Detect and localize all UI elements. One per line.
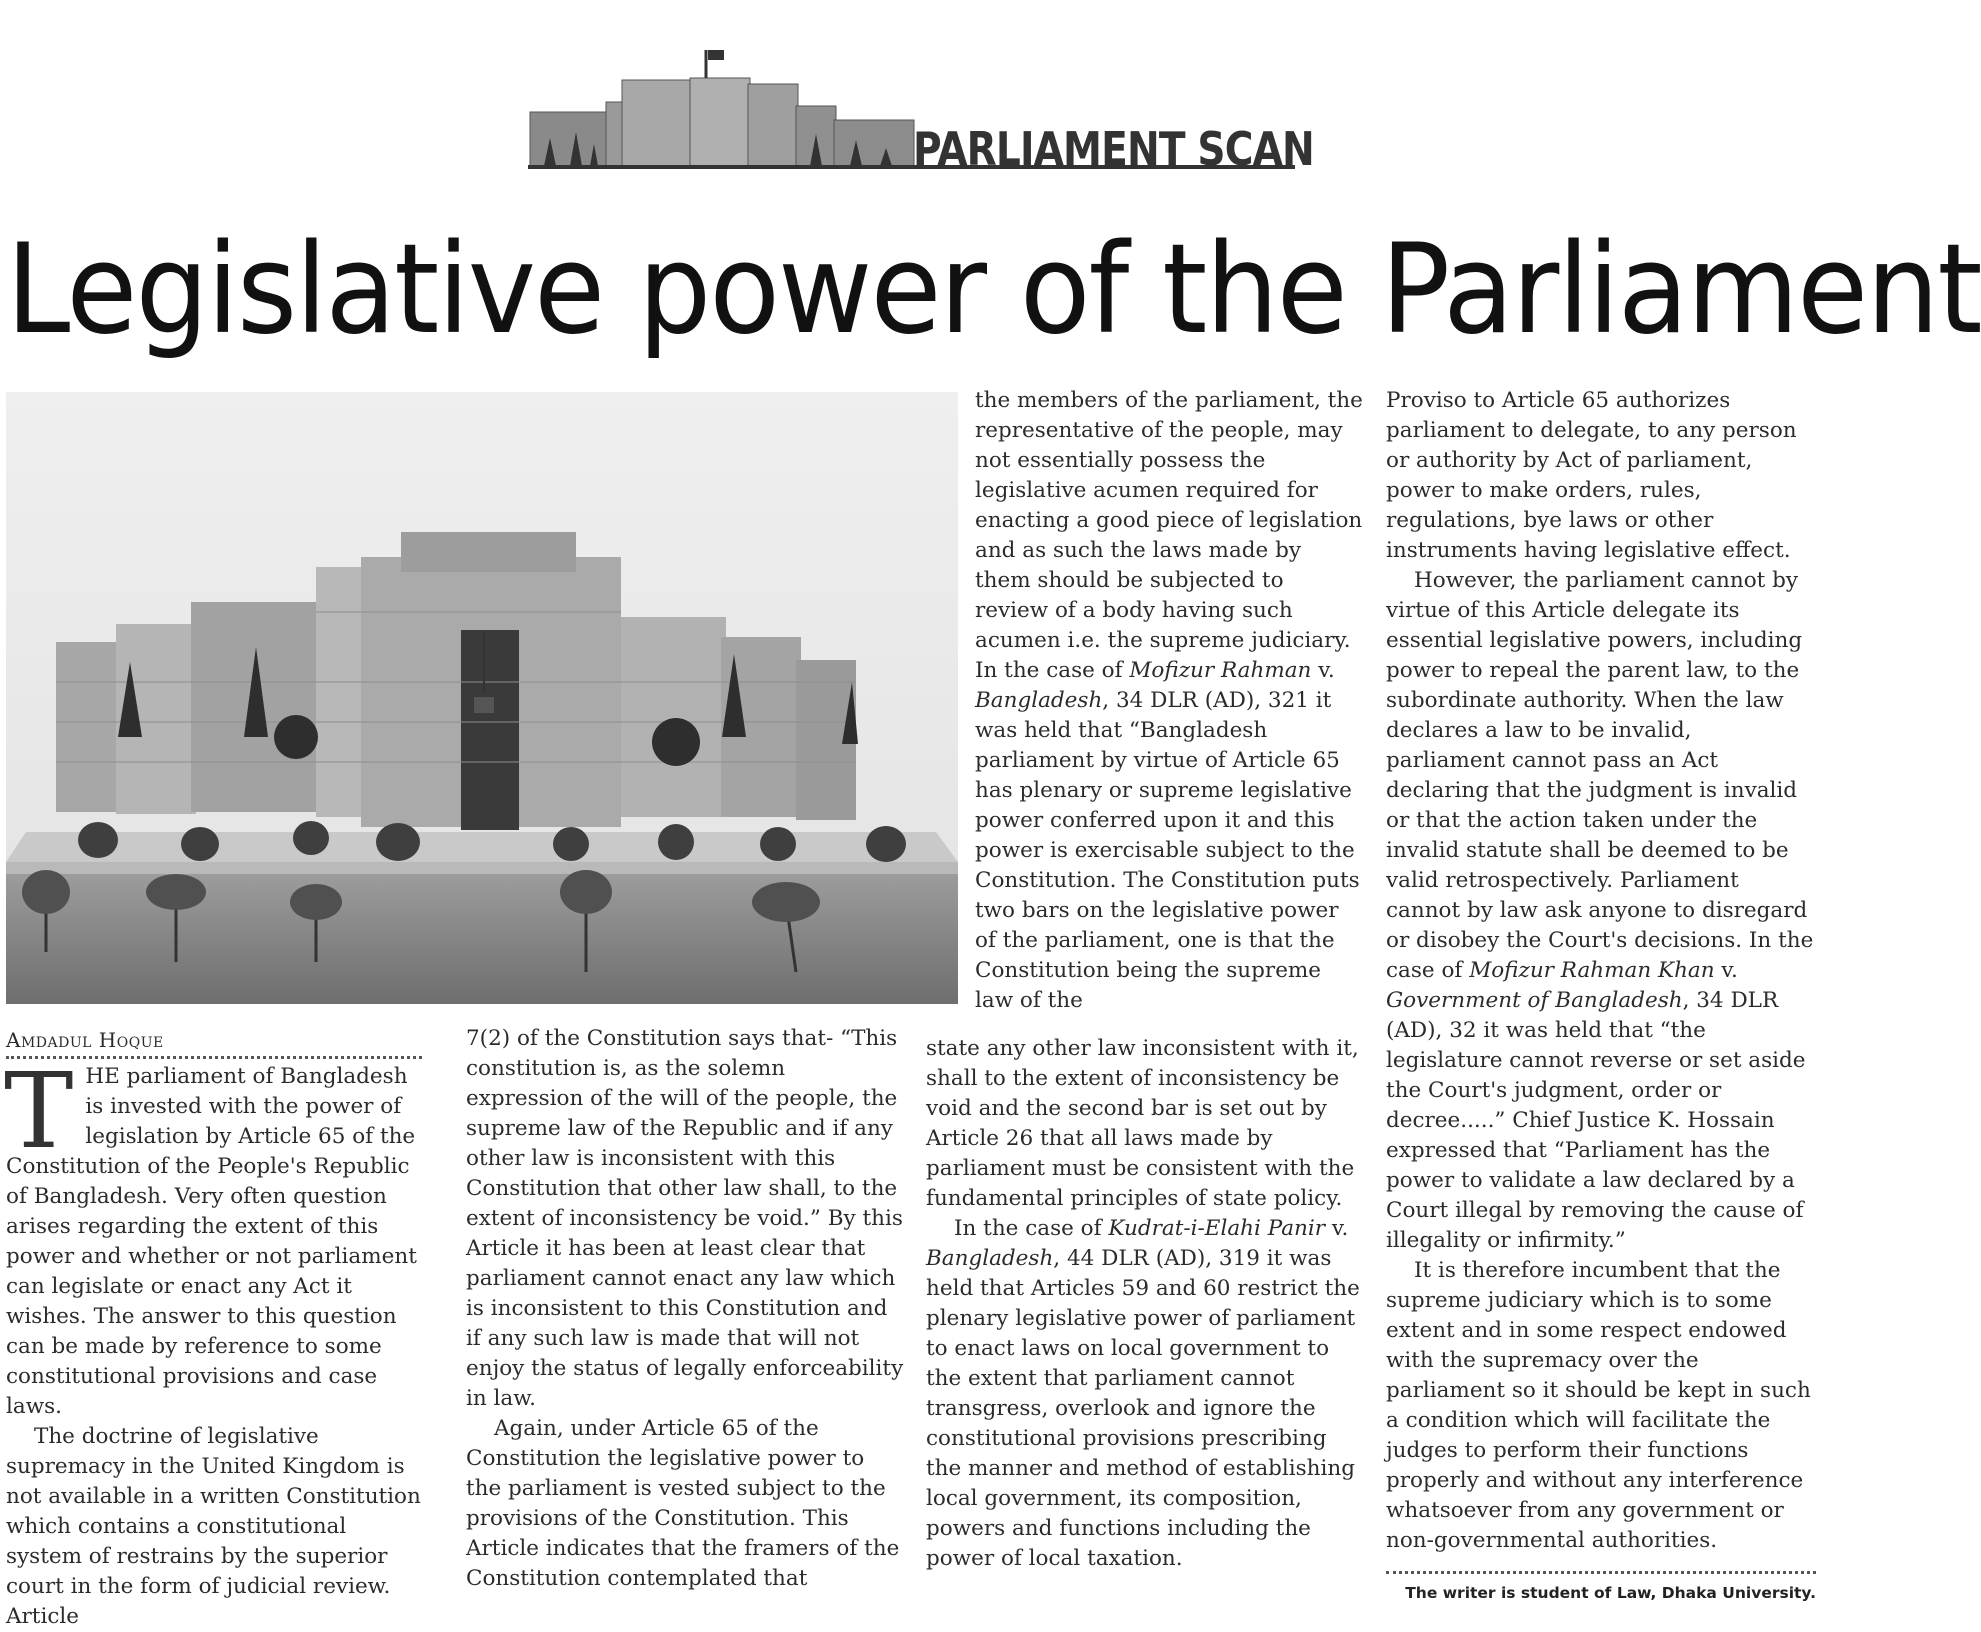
byline: Amdadul Hoque — [6, 1028, 422, 1059]
paragraph: It is therefore incumbent that the supreme judiciary which is to some extent and in some respect endowed with the supremacy over the parliament so it should be kept in such a condition which will facilitate the judges to perform their functions properly and without any interference whatsoever from any government or non-governmental authorities. — [1386, 1258, 1811, 1553]
column-3-lower — [926, 1034, 1362, 1574]
section-label: PARLIAMENT SCAN — [913, 122, 1314, 176]
paragraph — [4, 1050, 426, 1422]
writer-note: The writer is student of Law, Dhaka University. — [1405, 1584, 1816, 1602]
paragraph: Again, under Article 65 of the Constitution the legislative power to the parliament is vested subject to the provisions of the Constitution. This Article indicates that the framers of the Constitution contemplated that — [466, 1416, 900, 1591]
paragraph: state any other law inconsistent with it, shall to the extent of inconsistency be void and the second bar is set out by Article 26 that all laws made by parliament must be consistent with the fundamental principles of state policy. — [926, 1036, 1359, 1211]
paragraph-text: HE parliament of Bangladesh is invested with the power of legislation by Article 65 of the Constitution of the People's Republic of Bangladesh. Very often question arises regarding the extent of this power and whether or not parliament can legislate or enact any Act it wishes. The answer to this question can be made by reference to some constitutional provisions and case laws. — [6, 1064, 417, 1419]
column-4 — [1386, 386, 1816, 1556]
paragraph: In the case of Kudrat-i-Elahi Panir v. Bangladesh, 44 DLR (AD), 319 it was held that Articles 59 and 60 restrict the plenary legislative power of parliament to enact laws on local government to the extent that parliament cannot transgress, overlook and ignore the constitutional provisions prescribing the manner and method of establishing local government, its composition, powers and functions including the power of local taxation. — [926, 1216, 1360, 1571]
column-2 — [466, 1024, 904, 1594]
paragraph: Proviso to Article 65 authorizes parliament to delegate, to any person or authority by Act of parliament, power to make orders, rules, regulations, bye laws or other instruments having legislative effect. — [1386, 388, 1797, 563]
paragraph: However, the parliament cannot by virtue of this Article delegate its essential legislative powers, including power to repeal the parent law, to the subordinate authority. When the law declares a law to be invalid, parliament cannot pass an Act declaring that the judgment is invalid or that the action taken under the invalid statute shall be deemed to be valid retrospectively. Parliament cannot by law ask anyone to disregard or disobey the Court's decisions. In the case of Mofizur Rahman Khan v. Government of Bangladesh, 34 DLR (AD), 32 it was held that “the legislature cannot reverse or set aside the Court's judgment, order or decree.....” Chief Justice K. Hossain expressed that “Parliament has the power to validate a law declared by a Court illegal by removing the cause of illegality or infirmity.” — [1386, 568, 1814, 1253]
paragraph: 7(2) of the Constitution says that- “This constitution is, as the solemn expression of the will of the people, the supreme law of the Republic and if any other law is inconsistent with this Constitution that other law shall, to the extent of inconsistency be void.” By this Article it has been at least clear that parliament cannot enact any law which is inconsistent to this Constitution and if any such law is made that will not enjoy the status of legally enforceability in law. — [466, 1026, 904, 1411]
footer-divider — [1386, 1571, 1816, 1574]
article-headline: Legislative power of the Parliament — [6, 218, 1981, 362]
paragraph: the members of the parliament, the representative of the people, may not essentially possess the legislative acumen required for enacting a good piece of legislation and as such the laws made by them should be subjected to review of a body having such acumen i.e. the supreme judiciary. In the case of Mofizur Rahman v. Bangladesh, 34 DLR (AD), 321 it was held that “Bangladesh parliament by virtue of Article 65 has plenary or supreme legislative power conferred upon it and this power is exercisable subject to the Constitution. The Constitution puts two bars on the legislative power of the parliament, one is that the Constitution being the supreme law of the — [975, 388, 1363, 1013]
parliament-photo — [6, 392, 958, 1004]
section-banner — [520, 40, 1314, 176]
paragraph: The doctrine of legislative supremacy in the United Kingdom is not available in a written Constitution which contains a constitutional system of restrains by the superior court in the form of judicial review. Article — [6, 1424, 421, 1629]
drop-cap: T — [4, 1050, 74, 1172]
column-1 — [4, 1050, 426, 1632]
column-3-upper — [975, 386, 1363, 1016]
parliament-building-image — [6, 392, 958, 1004]
